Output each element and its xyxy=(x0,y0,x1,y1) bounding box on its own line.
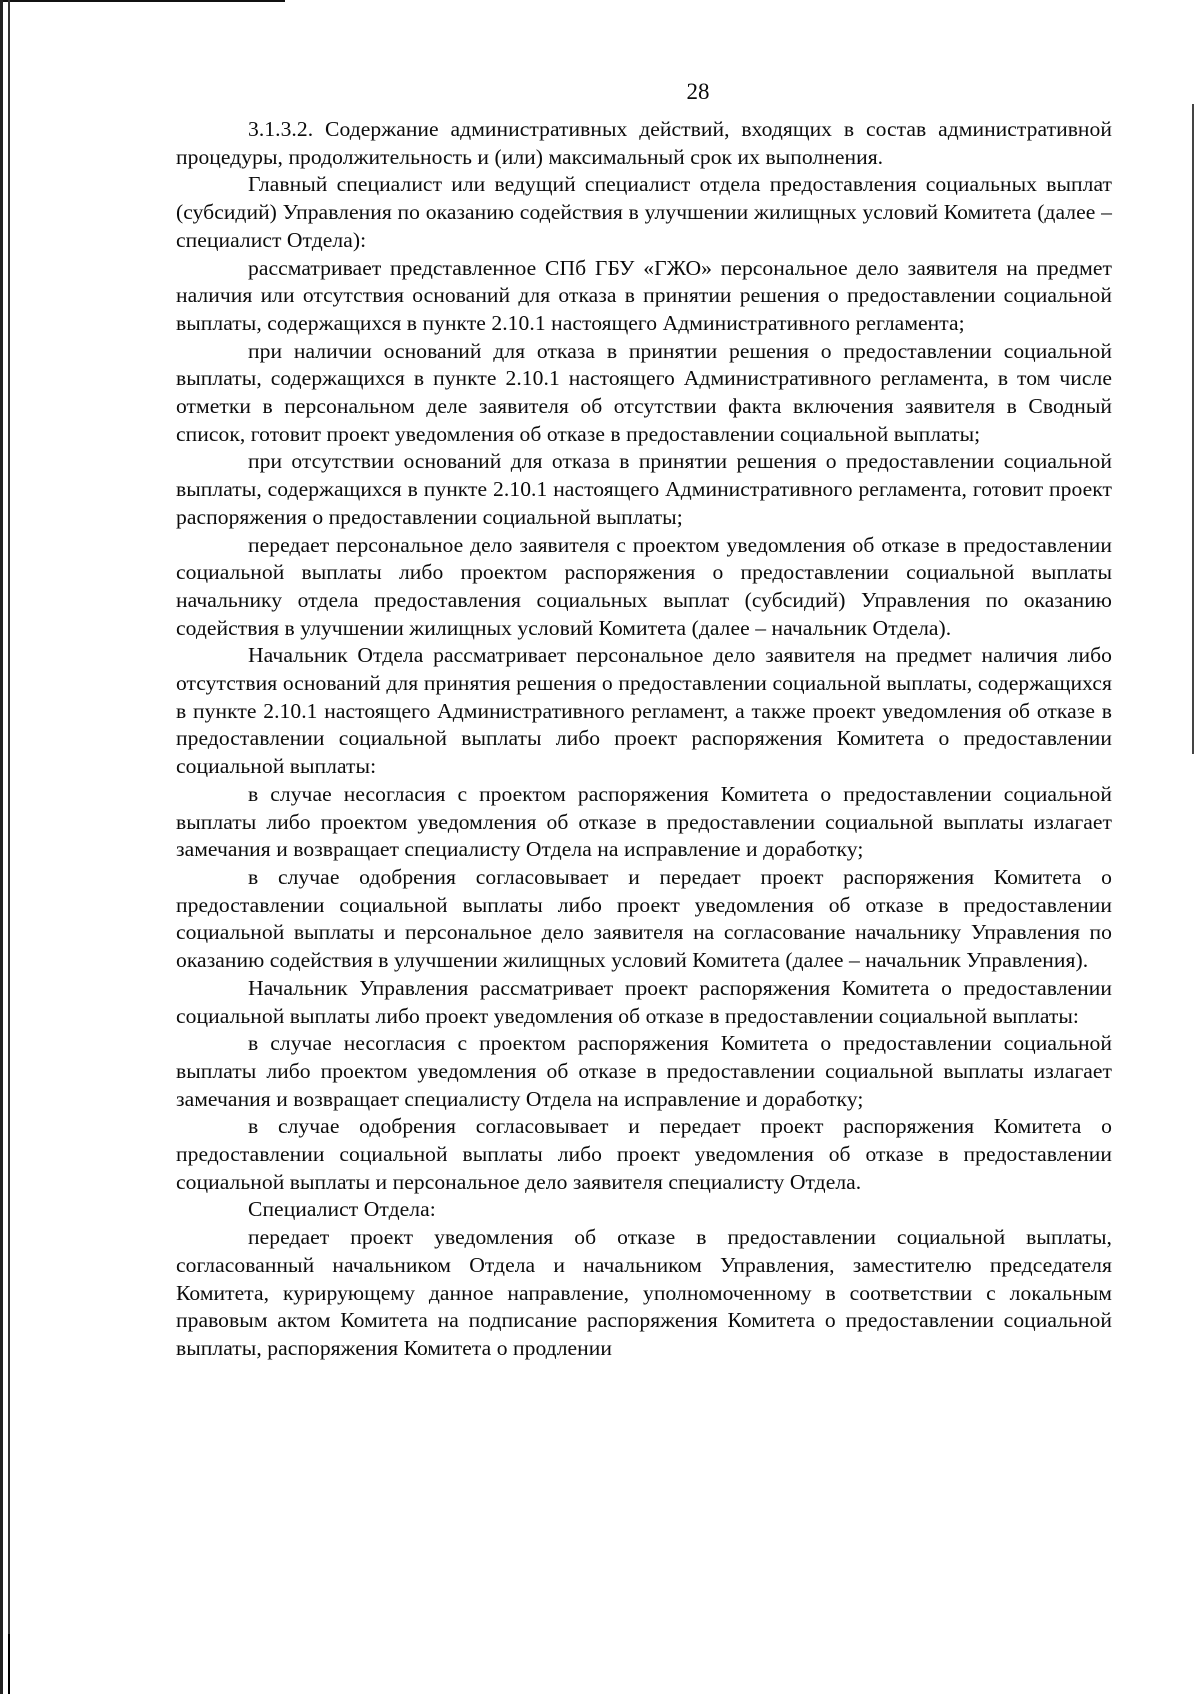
paragraph-department-head-approval: в случае одобрения согласовывает и передает проект распоряжения Комитета о предоставлении социальной выплаты либо проект уведомления об отказе в предоставлении социальной выплаты и персональное дело заявителя на согласование начальнику Управления по оказанию содействия в улучшении жилищных условий Комитета (далее – начальник Управления). xyxy=(176,864,1112,973)
paragraph-transfers-notice: передает проект уведомления об отказе в предоставлении социальной выплаты, согласованный начальником Отдела и начальником Управления, заместителю председателя Комитета, курирующему данное направление, уполномоченному в соответствии с локальным правовым актом Комитета на подписание распоряжения Комитета о предоставлении социальной выплаты, распоряжения Комитета о продлении xyxy=(176,1225,1112,1360)
scan-edge-top xyxy=(0,0,285,2)
document-page xyxy=(176,78,1112,1363)
paragraph-reviews-file: рассматривает представленное СПб ГБУ «ГЖО» персональное дело заявителя на предмет наличия или отсутствия оснований для отказа в принятии решения о предоставлении социальной выплаты, содержащихся в пункте 2.10.1 настоящего Административного регламента; xyxy=(176,255,1112,335)
paragraph-specialist-label: Специалист Отдела: xyxy=(248,1197,436,1222)
scan-edge-bottom xyxy=(8,1634,10,1694)
paragraph-section-heading: 3.1.3.2. Содержание административных действий, входящих в состав административной процедуры, продолжительность и (или) максимальный срок их выполнения. xyxy=(176,117,1112,169)
paragraph-department-head-review: Начальник Отдела рассматривает персональное дело заявителя на предмет наличия либо отсутствия оснований для принятия решения о предоставлении социальной выплаты, содержащихся в пункте 2.10.1 настоящего Административного регламент, а также проект уведомления об отказе в предоставлении социальной выплаты либо проект распоряжения Комитета о предоставлении социальной выплаты: xyxy=(176,643,1112,779)
scan-edge-left xyxy=(0,0,3,1694)
page-number: 28 xyxy=(686,79,710,104)
paragraph-department-head-disagreement: в случае несогласия с проектом распоряжения Комитета о предоставлении социальной выплаты либо проектом уведомления об отказе в предоставлении социальной выплаты излагает замечания и возвращает специалисту Отдела на исправление и доработку; xyxy=(176,781,1112,862)
paragraph-no-refusal-grounds: при отсутствии оснований для отказа в принятии решения о предоставлении социальной выплаты, содержащихся в пункте 2.10.1 настоящего Административного регламента, готовит проект распоряжения о предоставлении социальной выплаты; xyxy=(176,449,1112,529)
paragraph-directorate-head-review: Начальник Управления рассматривает проект распоряжения Комитета о предоставлении социальной выплаты либо проект уведомления об отказе в предоставлении социальной выплаты: xyxy=(176,975,1112,1028)
paragraph-directorate-head-approval: в случае одобрения согласовывает и передает проект распоряжения Комитета о предоставлении социальной выплаты либо проект уведомления об отказе в предоставлении социальной выплаты и персональное дело заявителя специалисту Отдела. xyxy=(176,1114,1112,1194)
paragraph-specialist-definition: Главный специалист или ведущий специалист отдела предоставления социальных выплат (субсидий) Управления по оказанию содействия в улучшении жилищных условий Комитета (далее – специалист Отдела): xyxy=(176,172,1112,252)
paragraph-directorate-head-disagreement: в случае несогласия с проектом распоряжения Комитета о предоставлении социальной выплаты либо проектом уведомления об отказе в предоставлении социальной выплаты излагает замечания и возвращает специалисту Отдела на исправление и доработку; xyxy=(176,1031,1112,1111)
scan-edge-right xyxy=(1192,104,1194,754)
paragraph-transfers-file: передает персональное дело заявителя с проектом уведомления об отказе в предоставлении социальной выплаты либо проектом распоряжения о предоставлении социальной выплаты начальнику отдела предоставления социальных выплат (субсидий) Управления по оказанию содействия в улучшении жилищных условий Комитета (далее – начальник Отдела). xyxy=(176,532,1112,640)
scan-edge-left-inner xyxy=(8,0,10,1694)
paragraph-refusal-grounds: при наличии оснований для отказа в принятии решения о предоставлении социальной выплаты, содержащихся в пункте 2.10.1 настоящего Административного регламента, в том числе отметки в персональном деле заявителя об отсутствии факта включения заявителя в Сводный список, готовит проект уведомления об отказе в предоставлении социальной выплаты; xyxy=(176,338,1112,446)
